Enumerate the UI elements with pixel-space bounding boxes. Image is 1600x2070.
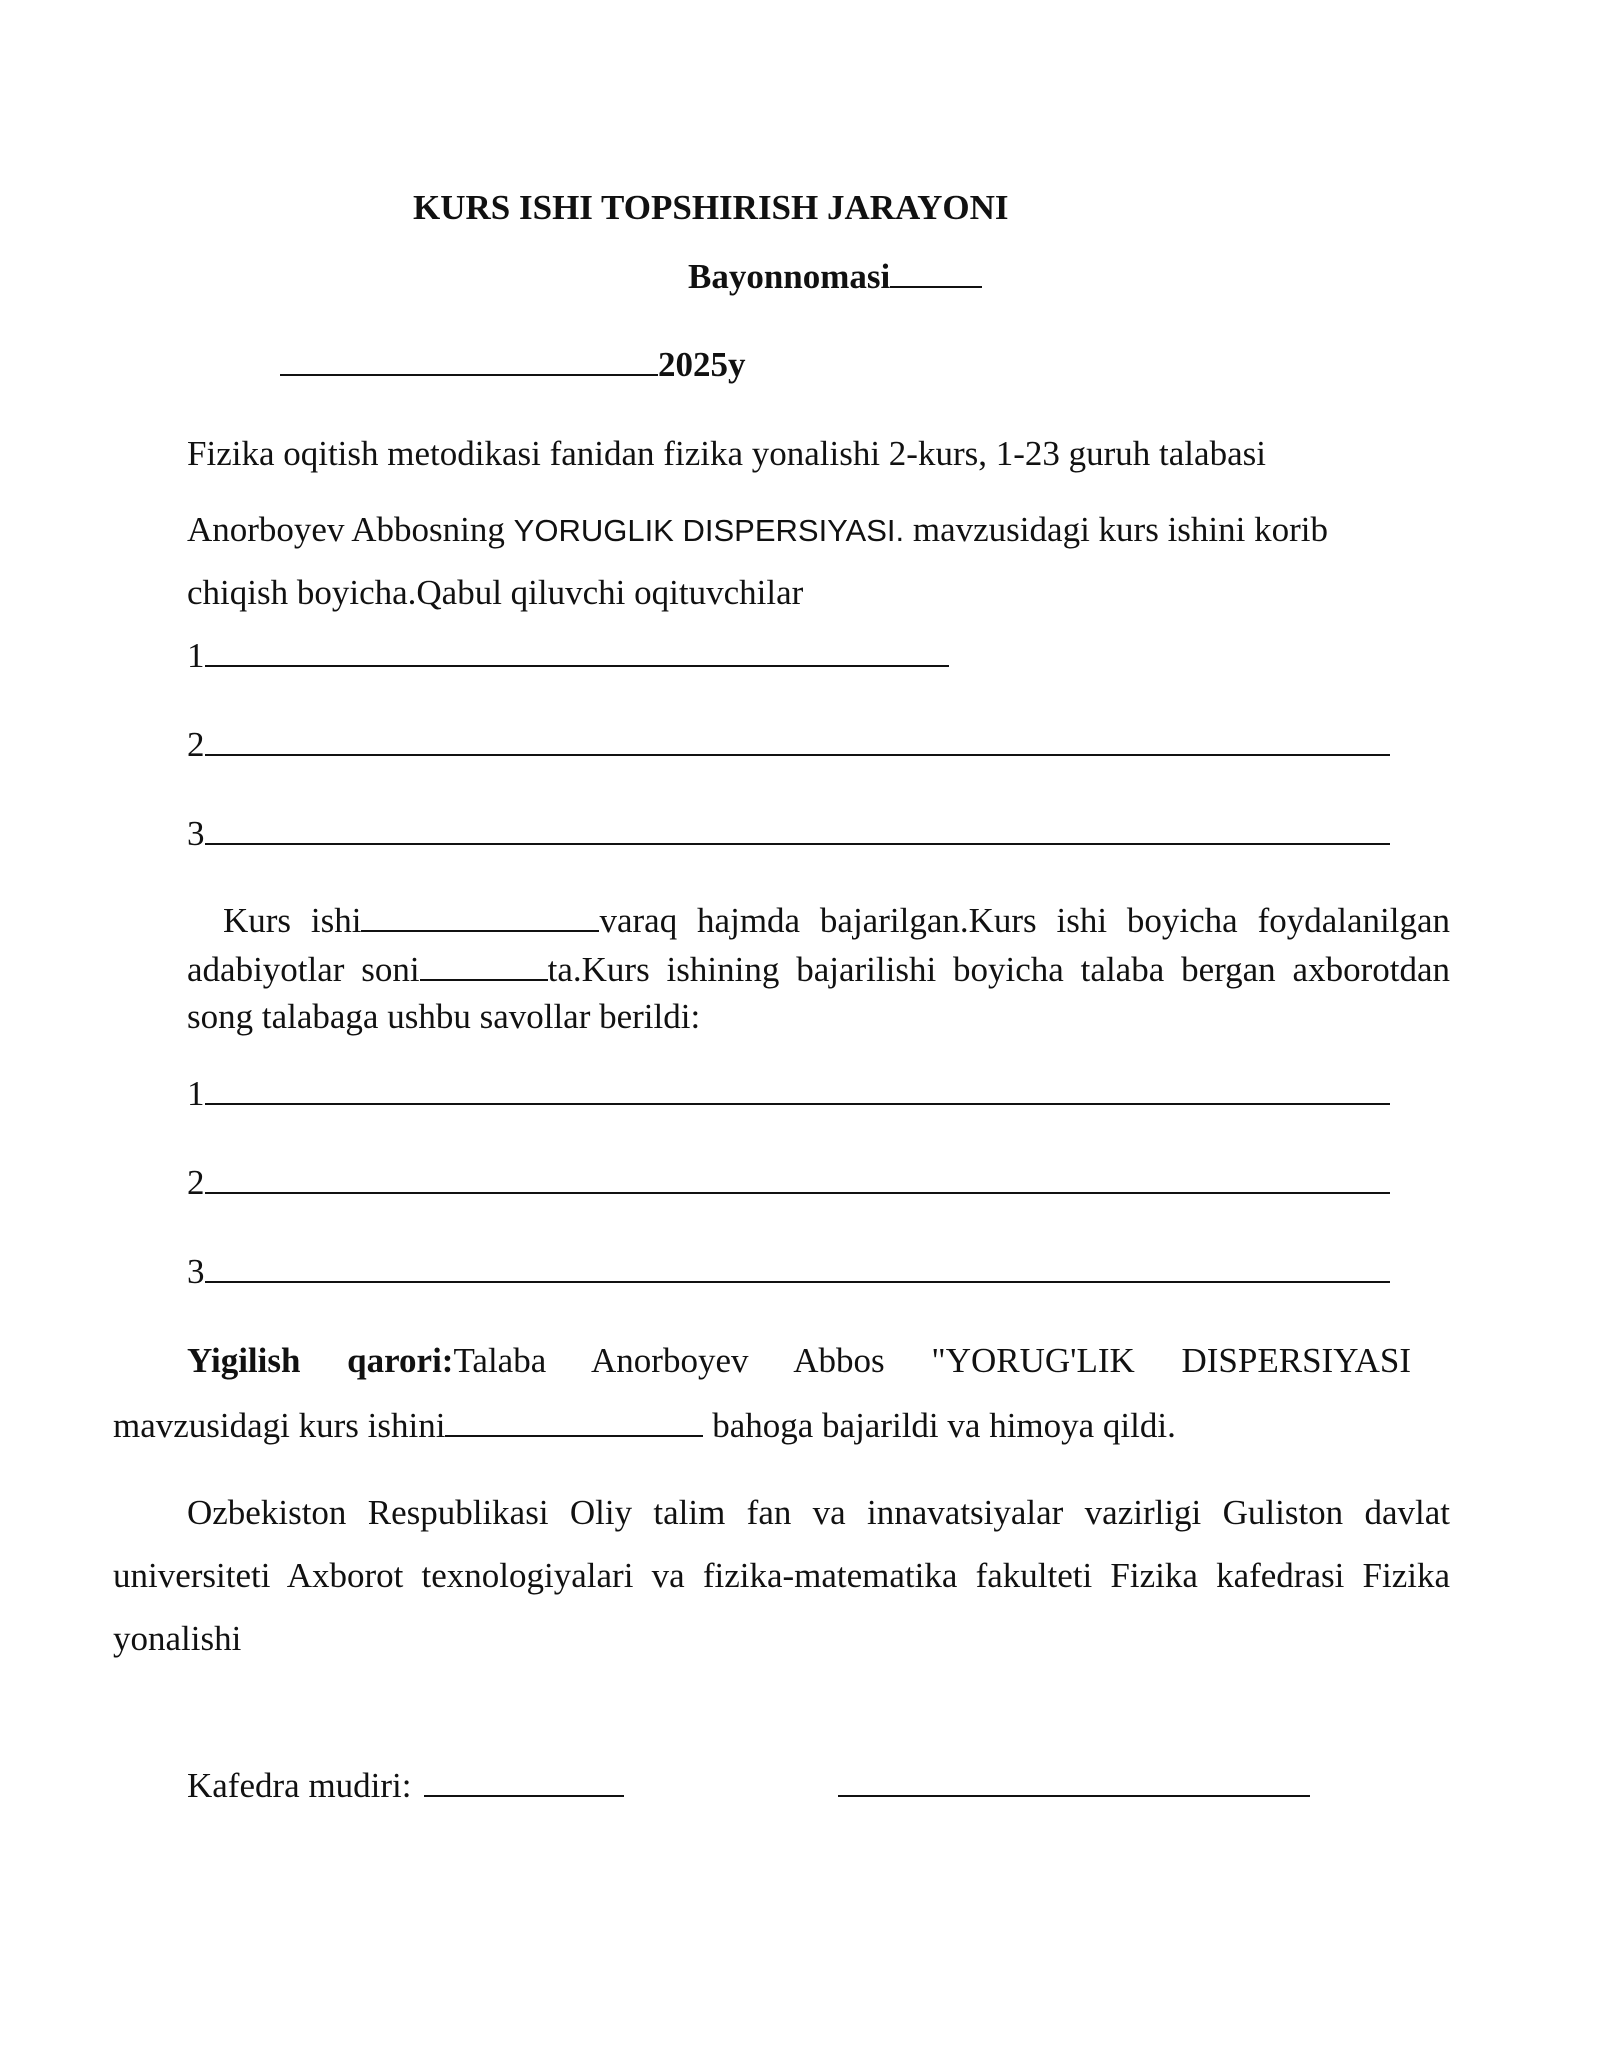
teacher-number: 3 xyxy=(187,814,205,853)
intro-line-2 xyxy=(187,510,1328,551)
signature-line xyxy=(187,1765,1310,1806)
question-blank[interactable] xyxy=(205,1162,1390,1194)
question-number: 1 xyxy=(187,1074,205,1113)
name-blank[interactable] xyxy=(838,1765,1310,1797)
institution-line-1: Ozbekiston Respublikasi Oliy talim fan va innavatsiyalar vazirligi Guliston davlat xyxy=(187,1493,1450,1532)
question-blank[interactable] xyxy=(205,1251,1390,1283)
grade-blank[interactable] xyxy=(445,1405,703,1437)
work-line-3: song talabaga ushbu savollar berildi: xyxy=(187,997,701,1036)
decision-label: Yigilish qarori: xyxy=(187,1341,454,1380)
decision-line-1 xyxy=(187,1341,1411,1381)
institution-line-2: universiteti Axborot texnologiyalari va fizika-matematika fakulteti Fizika kafedrasi Fizika xyxy=(113,1556,1450,1595)
pages-blank[interactable] xyxy=(361,900,599,932)
decision-line-2 xyxy=(113,1405,1176,1446)
question-line-2 xyxy=(187,1162,1390,1203)
work-text: ta.Kurs ishining bajarilishi boyicha talaba bergan axborotdan xyxy=(547,950,1450,989)
work-text: adabiyotlar soni xyxy=(187,950,420,989)
intro-line-3: chiqish boyicha.Qabul qiluvchi oqituvchilar xyxy=(187,573,804,612)
topic-name: YORUGLIK DISPERSIYASI. xyxy=(513,513,905,548)
teacher-line-2 xyxy=(187,724,1390,765)
subtitle-text: Bayonnomasi xyxy=(688,257,891,296)
date-blank[interactable] xyxy=(280,344,658,376)
intro-student-text: Anorboyev Abbosning xyxy=(187,510,514,549)
question-line-1 xyxy=(187,1073,1390,1114)
signature-label: Kafedra mudiri: xyxy=(187,1766,412,1805)
work-text: varaq hajmda bajarilgan.Kurs ishi boyicha foydalanilgan xyxy=(599,901,1450,940)
question-line-3 xyxy=(187,1251,1390,1292)
teacher-blank[interactable] xyxy=(205,813,1390,845)
teacher-number: 2 xyxy=(187,725,205,764)
decision-text: mavzusidagi kurs ishini xyxy=(113,1406,446,1445)
decision-text: Talaba Anorboyev Abbos "YORUG'LIK DISPERSIYASI xyxy=(453,1341,1411,1380)
work-line-1 xyxy=(223,900,1450,941)
document-title: KURS ISHI TOPSHIRISH JARAYONI xyxy=(413,188,1009,227)
protocol-number-blank[interactable] xyxy=(890,256,982,288)
work-line-2 xyxy=(187,949,1450,990)
institution-line-3: yonalishi xyxy=(113,1619,242,1658)
teacher-blank[interactable] xyxy=(205,635,949,667)
question-number: 3 xyxy=(187,1252,205,1291)
decision-text: bahoga bajarildi va himoya qildi. xyxy=(703,1406,1176,1445)
document-subtitle xyxy=(688,256,982,297)
teacher-blank[interactable] xyxy=(205,724,1390,756)
teacher-line-3 xyxy=(187,813,1390,854)
signature-blank[interactable] xyxy=(424,1765,624,1797)
references-count-blank[interactable] xyxy=(420,949,548,981)
teacher-line-1 xyxy=(187,635,949,676)
work-text: Kurs ishi xyxy=(223,901,362,940)
intro-topic-suffix: mavzusidagi kurs ishini korib xyxy=(904,510,1328,549)
date-line xyxy=(280,344,746,385)
question-blank[interactable] xyxy=(205,1073,1390,1105)
date-year: 2025y xyxy=(658,345,746,384)
question-number: 2 xyxy=(187,1163,205,1202)
teacher-number: 1 xyxy=(187,636,205,675)
intro-line-1: Fizika oqitish metodikasi fanidan fizika yonalishi 2-kurs, 1-23 guruh talabasi xyxy=(187,434,1266,473)
